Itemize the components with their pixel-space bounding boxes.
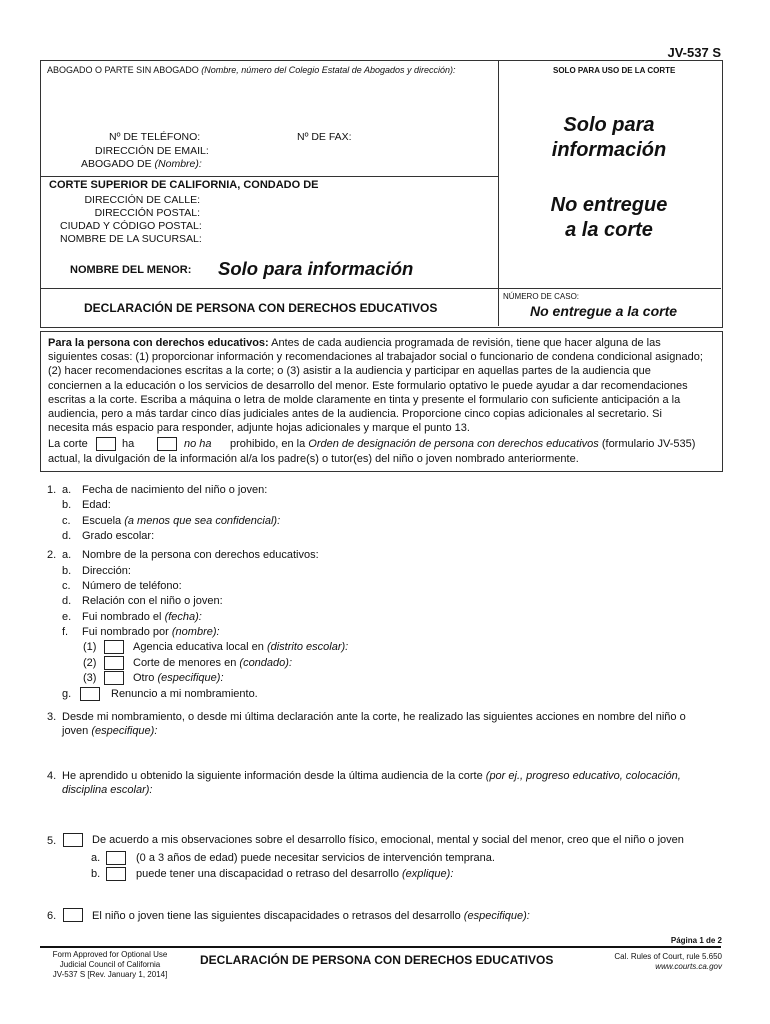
item-5a-letter: a. [91, 852, 101, 864]
item-1b-letter: b. [62, 499, 72, 511]
item-5-checkbox[interactable] [63, 833, 83, 847]
item-6-number: 6. [47, 910, 57, 922]
item-2f1-number: (1) [83, 641, 97, 653]
no-ha-checkbox[interactable] [157, 437, 177, 451]
item-5b-letter: b. [91, 868, 101, 880]
city-label: CIUDAD Y CÓDIGO POSTAL: [60, 220, 202, 232]
item-2f3-label: Otro (especifique): [133, 672, 224, 684]
child-name-label: NOMBRE DEL MENOR: [70, 264, 192, 276]
footer-title: DECLARACIÓN DE PERSONA CON DERECHOS EDUCATIVOS [200, 953, 554, 967]
street-label: DIRECCIÓN DE CALLE: [84, 194, 200, 206]
item-5b-label: puede tener una discapacidad o retraso del desarrollo (explique): [136, 868, 454, 880]
branch-label: NOMBRE DE LA SUCURSAL: [60, 233, 202, 245]
item-2c-label: Número de teléfono: [82, 580, 182, 592]
page-number: Página 1 de 2 [670, 936, 722, 945]
order-text: prohibido, en la Orden de designación de persona con derechos educativos (formulario JV-535) [230, 438, 696, 450]
attorney-for-label: ABOGADO DE (Nombre): [81, 158, 202, 170]
stamp-no-file: No entregue a la corte [550, 194, 668, 241]
item-6-label: El niño o joven tiene las siguientes discapacidades o retrasos del desarrollo (especifique): [92, 910, 530, 922]
item-1c-label: Escuela (a menos que sea confidencial): [82, 515, 281, 527]
item-1d-letter: d. [62, 530, 72, 542]
item-5-label: De acuerdo a mis observaciones sobre el desarrollo físico, emocional, mental y social del menor, creo que el niño o joven [92, 834, 684, 846]
item-2b-label: Dirección: [82, 565, 131, 577]
court-use-label: SOLO PARA USO DE LA CORTE [553, 66, 676, 75]
court-word: La corte [48, 438, 88, 450]
item-4-number: 4. [47, 770, 57, 782]
item-2e-label: Fui nombrado el (fecha): [82, 611, 202, 623]
ha-label: ha [122, 438, 135, 450]
item-2-number: 2. [47, 549, 57, 561]
document-title: DECLARACIÓN DE PERSONA CON DERECHOS EDUCATIVOS [84, 301, 438, 315]
rules-reference: Cal. Rules of Court, rule 5.650 www.courts.ca.gov [614, 952, 722, 971]
attorney-label: ABOGADO O PARTE SIN ABOGADO (Nombre, número del Colegio Estatal de Abogados y dirección): [47, 65, 456, 75]
item-2f-letter: f. [62, 626, 69, 638]
item-2e-letter: e. [62, 611, 72, 623]
item-2f1-label: Agencia educativa local en (distrito escolar): [133, 641, 349, 653]
item-2f2-label: Corte de menores en (condado): [133, 657, 292, 669]
item-2a-label: Nombre de la persona con derechos educativos: [82, 549, 319, 561]
item-6-checkbox[interactable] [63, 908, 83, 922]
item-2f-label: Fui nombrado por (nombre): [82, 626, 220, 638]
item-2a-letter: a. [62, 549, 72, 561]
item-2g-label: Renuncio a mi nombramiento. [111, 688, 258, 700]
email-label: DIRECCIÓN DE EMAIL: [95, 145, 209, 157]
resign-checkbox[interactable] [80, 687, 100, 701]
phone-label: Nº DE TELÉFONO: [109, 131, 201, 143]
other-checkbox[interactable] [104, 671, 124, 685]
item-5-number: 5. [47, 835, 57, 847]
form-id: JV-537 S [667, 45, 721, 60]
item-4-label-cont: disciplina escolar): [62, 784, 153, 796]
item-5a-label: (0 a 3 años de edad) puede necesitar servicios de intervención temprana. [136, 852, 495, 864]
no-ha-label: no ha [184, 438, 212, 450]
instructions-text: Para la persona con derechos educativos: Antes de cada audiencia programada de revisión, tiene que hacer alguna de las siguientes cosas: (1) proporcionar información y recomendaciones al trabajador social o funcionario de condena condicional asignado; (2) hacer recomendaciones escritas a la corte; o (3) asistir a la audiencia y participar en aquellas partes de la audiencia que conciernen a la educación o los servicios de desarrollo del menor. Este formulario optativo le puede ayudar a dar recomendaciones escritas a la corte. Escriba a máquina o letra de molde claramente en tinta y presente el formulario con suficiente anticipación a la audiencia, pero a más tardar cinco días judiciales antes de la audiencia. Proporcione cinco copias adicionales al secretario. Si necesita más espacio para responder, adjunte hojas adicionales y marque el punto 13. [48, 337, 703, 435]
courts-link[interactable]: www.courts.ca.gov [655, 962, 722, 971]
item-2f2-number: (2) [83, 657, 97, 669]
item-2b-letter: b. [62, 565, 72, 577]
item-3-number: 3. [47, 711, 57, 723]
item-1a-letter: a. [62, 484, 72, 496]
item-3-label-cont: joven (especifique): [62, 725, 158, 737]
item-1a-label: Fecha de nacimiento del niño o joven: [82, 484, 268, 496]
item-1d-label: Grado escolar: [82, 530, 155, 542]
disclosure-text: actual, la divulgación de la información al/a los padre(s) o tutor(es) del niño o joven nombrado anteriormente. [48, 453, 579, 465]
item-2f3-number: (3) [83, 672, 97, 684]
stamp-info: Solo para información [551, 114, 667, 161]
item-2c-letter: c. [62, 580, 71, 592]
item-3-label: Desde mi nombramiento, o desde mi última declaración ante la corte, he realizado las siguientes acciones en nombre del niño o [62, 711, 686, 723]
form-approval: Form Approved for Optional Use Judicial Council of California JV-537 S [Rev. January 1, 2014] [52, 950, 168, 979]
item-5b-checkbox[interactable] [106, 867, 126, 881]
case-number-label: NÚMERO DE CASO: [503, 292, 580, 301]
item-1b-label: Edad: [82, 499, 111, 511]
mailing-label: DIRECCIÓN POSTAL: [94, 207, 200, 219]
item-1-number: 1. [47, 484, 57, 496]
item-5a-checkbox[interactable] [106, 851, 126, 865]
fax-label: Nº DE FAX: [297, 131, 352, 143]
ha-checkbox[interactable] [96, 437, 116, 451]
case-number-value: No entregue a la corte [530, 303, 678, 319]
local-agency-checkbox[interactable] [104, 640, 124, 654]
item-4-label: He aprendido u obtenido la siguiente información desde la última audiencia de la corte (por ej., progreso educativo, colocación, [62, 770, 681, 782]
item-2d-letter: d. [62, 595, 72, 607]
court-title: CORTE SUPERIOR DE CALIFORNIA, CONDADO DE [49, 179, 319, 191]
item-2d-label: Relación con el niño o joven: [82, 595, 223, 607]
child-name-value: Solo para información [218, 258, 414, 279]
item-2g-letter: g. [62, 688, 72, 700]
juvenile-court-checkbox[interactable] [104, 656, 124, 670]
item-1c-letter: c. [62, 515, 71, 527]
